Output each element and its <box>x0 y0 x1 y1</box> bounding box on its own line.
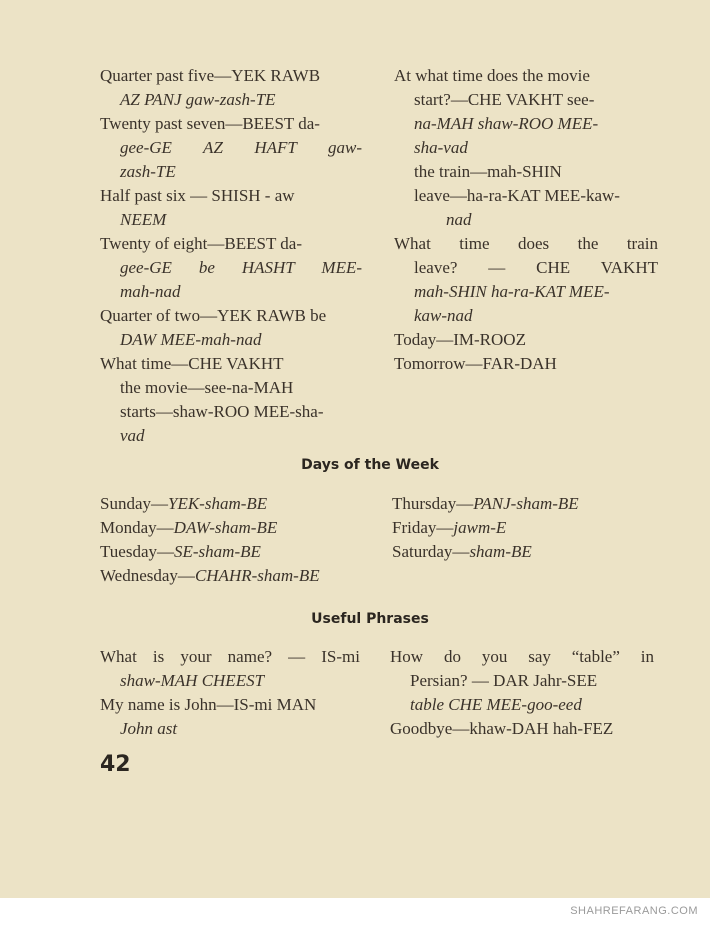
day-translation: SE-sham-BE <box>174 542 261 561</box>
day-name: Saturday— <box>392 542 470 561</box>
day-entry <box>100 564 380 588</box>
phrase-entry <box>100 304 362 352</box>
phrase-line: mah-SHIN ha-ra-KAT MEE- <box>414 282 610 301</box>
day-name: Thursday— <box>392 494 474 513</box>
days-left-column <box>100 492 380 588</box>
phrase-line: starts—shaw-ROO MEE-sha- <box>120 402 324 421</box>
phrase-line: Half past six — SHISH - aw <box>100 186 295 205</box>
phrase-line: leave—ha-ra-KAT MEE-kaw- <box>414 186 620 205</box>
phrase-entry <box>390 645 654 717</box>
phrases-right-column <box>390 645 654 741</box>
phrase-entry <box>100 64 362 112</box>
phrase-entry <box>100 400 362 448</box>
day-translation: CHAHR-sham-BE <box>194 566 320 585</box>
phrase-line: Quarter of two—YEK RAWB be <box>100 306 327 325</box>
watermark: SHAHREFARANG.COM <box>570 905 698 917</box>
phrase-entry <box>394 232 658 328</box>
phrase-line: zash-TE <box>120 162 176 181</box>
phrase-entry <box>100 376 362 400</box>
phrase-line: John ast <box>120 719 178 738</box>
day-entry <box>100 492 380 516</box>
phrase-line: table CHE MEE-goo-eed <box>410 695 582 714</box>
phrase-entry <box>394 184 658 232</box>
phrase-line: Twenty of eight—BEEST da- <box>100 234 302 253</box>
phrase-line: shaw-MAH CHEEST <box>120 671 265 690</box>
phrase-entry <box>100 184 362 232</box>
phrase-line: na-MAH shaw-ROO MEE- <box>414 114 599 133</box>
phrase-line: What is your name? — IS-mi <box>100 647 360 666</box>
phrase-line: Persian? — DAR Jahr-SEE <box>410 671 598 690</box>
phrase-entry <box>100 112 362 184</box>
phrase-entry <box>390 717 654 741</box>
times-right-column <box>394 64 658 376</box>
phrase-line: the movie—see-na-MAH <box>120 378 294 397</box>
phrase-line: Tomorrow—FAR-DAH <box>394 354 557 373</box>
phrase-line: gee-GE be HASHT MEE- <box>120 258 362 277</box>
phrase-line: NEEM <box>120 210 167 229</box>
phrase-entry <box>394 160 658 184</box>
day-entry <box>392 492 662 516</box>
day-name: Monday— <box>100 518 174 537</box>
day-name: Tuesday— <box>100 542 174 561</box>
days-right-column <box>392 492 662 564</box>
phrase-line: My name is John—IS-mi MAN <box>100 695 317 714</box>
phrase-line: nad <box>446 210 472 229</box>
phrase-line: Twenty past seven—BEEST da- <box>100 114 320 133</box>
phrase-line: Goodbye—khaw-DAH hah-FEZ <box>390 719 614 738</box>
phrase-line: the train—mah-SHIN <box>414 162 562 181</box>
phrase-entry <box>100 693 360 741</box>
day-entry <box>392 516 662 540</box>
phrase-entry <box>100 352 362 376</box>
days-heading: Days of the Week <box>301 457 439 473</box>
phrase-line: DAW MEE-mah-nad <box>120 330 262 349</box>
phrase-entry <box>394 328 658 352</box>
phrase-line: mah-nad <box>120 282 181 301</box>
phrase-entry <box>100 232 362 304</box>
day-translation: sham-BE <box>469 542 532 561</box>
day-translation: jawm-E <box>453 518 507 537</box>
phrase-line: gee-GE AZ HAFT gaw- <box>120 138 362 157</box>
phrase-line: vad <box>120 426 145 445</box>
day-translation: YEK-sham-BE <box>168 494 268 513</box>
day-translation: PANJ-sham-BE <box>473 494 579 513</box>
phrase-line: leave? — CHE VAKHT <box>414 258 658 277</box>
phrase-line: Today—IM-ROOZ <box>394 330 526 349</box>
phrases-left-column <box>100 645 360 741</box>
phrase-line: Quarter past five—YEK RAWB <box>100 66 321 85</box>
times-left-column <box>100 64 362 448</box>
phrases-heading: Useful Phrases <box>311 611 429 627</box>
phrase-line: What time does the train <box>394 234 658 253</box>
phrase-line: How do you say “table” in <box>390 647 654 666</box>
day-translation: DAW-sham-BE <box>173 518 278 537</box>
phrase-entry <box>394 64 658 160</box>
phrase-entry <box>394 352 658 376</box>
phrase-line: At what time does the movie <box>394 66 590 85</box>
day-entry <box>100 540 380 564</box>
page-number: 42 <box>100 752 131 777</box>
day-name: Sunday— <box>100 494 168 513</box>
day-entry <box>392 540 662 564</box>
phrase-line: sha-vad <box>414 138 468 157</box>
phrase-line: AZ PANJ gaw-zash-TE <box>120 90 276 109</box>
footer-bar <box>0 898 710 930</box>
phrase-line: start?—CHE VAKHT see- <box>414 90 595 109</box>
phrase-entry <box>100 645 360 693</box>
phrase-line: kaw-nad <box>414 306 473 325</box>
day-name: Friday— <box>392 518 454 537</box>
phrase-line: What time—CHE VAKHT <box>100 354 284 373</box>
day-entry <box>100 516 380 540</box>
day-name: Wednesday— <box>100 566 195 585</box>
